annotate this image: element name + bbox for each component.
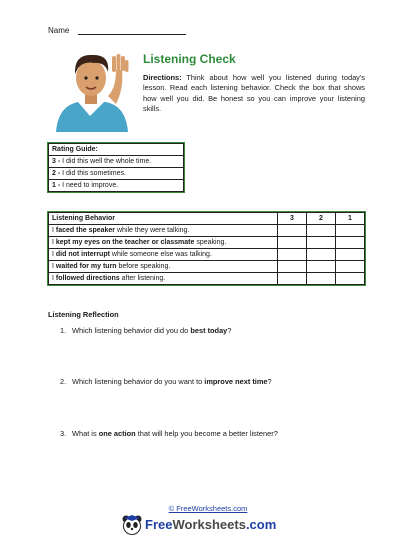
reflection-title: Listening Reflection xyxy=(48,310,119,319)
rating-checkbox-1[interactable] xyxy=(336,273,365,285)
rating-checkbox-3[interactable] xyxy=(278,273,307,285)
rating-row: 2 - I did this sometimes. xyxy=(49,168,184,180)
behavior-cell: I waited for my turn before speaking. xyxy=(49,261,278,273)
rating-checkbox-2[interactable] xyxy=(307,237,336,249)
rating-checkbox-2[interactable] xyxy=(307,249,336,261)
rating-checkbox-1[interactable] xyxy=(336,225,365,237)
footer-link[interactable]: © FreeWorksheets.com xyxy=(168,504,248,513)
column-header-3: 3 xyxy=(278,213,307,225)
brand-wordmark: FreeWorksheets.com xyxy=(145,517,277,532)
rating-checkbox-3[interactable] xyxy=(278,261,307,273)
reflection-question-2: 2. Which listening behavior do you want to improve next time? xyxy=(60,377,272,386)
behavior-column-header: Listening Behavior xyxy=(49,213,278,225)
name-label: Name xyxy=(48,26,70,35)
reflection-question-1: 1. Which listening behavior did you do best today? xyxy=(60,326,232,335)
table-row xyxy=(49,249,365,261)
behavior-cell: I kept my eyes on the teacher or classmate speaking. xyxy=(49,237,278,249)
behavior-cell: I faced the speaker while they were talking. xyxy=(49,225,278,237)
column-header-1: 1 xyxy=(336,213,365,225)
column-header-2: 2 xyxy=(307,213,336,225)
rating-checkbox-3[interactable] xyxy=(278,237,307,249)
behavior-cell: I did not interrupt while someone else was talking. xyxy=(49,249,278,261)
page-title: Listening Check xyxy=(143,52,236,66)
name-blank-line[interactable] xyxy=(78,26,186,35)
directions-body: Think about how well you listened during today's lesson. Read each listening behavior. Check the box that shows how well you did. Be honest so you can improve your listening skills. xyxy=(143,73,365,114)
directions-text xyxy=(143,73,365,115)
reflection-question-3: 3. What is one action that will help you become a better listener? xyxy=(60,429,278,438)
rating-row: 3 - I did this well the whole time. xyxy=(49,156,184,168)
boy-waving-illustration xyxy=(50,44,132,132)
rating-checkbox-3[interactable] xyxy=(278,249,307,261)
table-row xyxy=(49,225,365,237)
rating-checkbox-3[interactable] xyxy=(278,225,307,237)
behavior-cell: I followed directions after listening. xyxy=(49,273,278,285)
listening-behavior-table xyxy=(48,212,365,285)
rating-checkbox-2[interactable] xyxy=(307,225,336,237)
rating-guide-table xyxy=(48,143,184,192)
rating-guide-header: Rating Guide: xyxy=(49,144,184,156)
rating-row: 1 - I need to improve. xyxy=(49,180,184,192)
footer-logo xyxy=(115,514,315,536)
table-row xyxy=(49,237,365,249)
rating-checkbox-1[interactable] xyxy=(336,261,365,273)
table-row xyxy=(49,261,365,273)
name-field xyxy=(48,26,186,35)
rating-checkbox-2[interactable] xyxy=(307,273,336,285)
rating-checkbox-1[interactable] xyxy=(336,249,365,261)
table-row xyxy=(49,273,365,285)
rating-checkbox-2[interactable] xyxy=(307,261,336,273)
directions-label: Directions: xyxy=(143,73,182,82)
panda-mascot-icon xyxy=(121,514,143,536)
rating-checkbox-1[interactable] xyxy=(336,237,365,249)
